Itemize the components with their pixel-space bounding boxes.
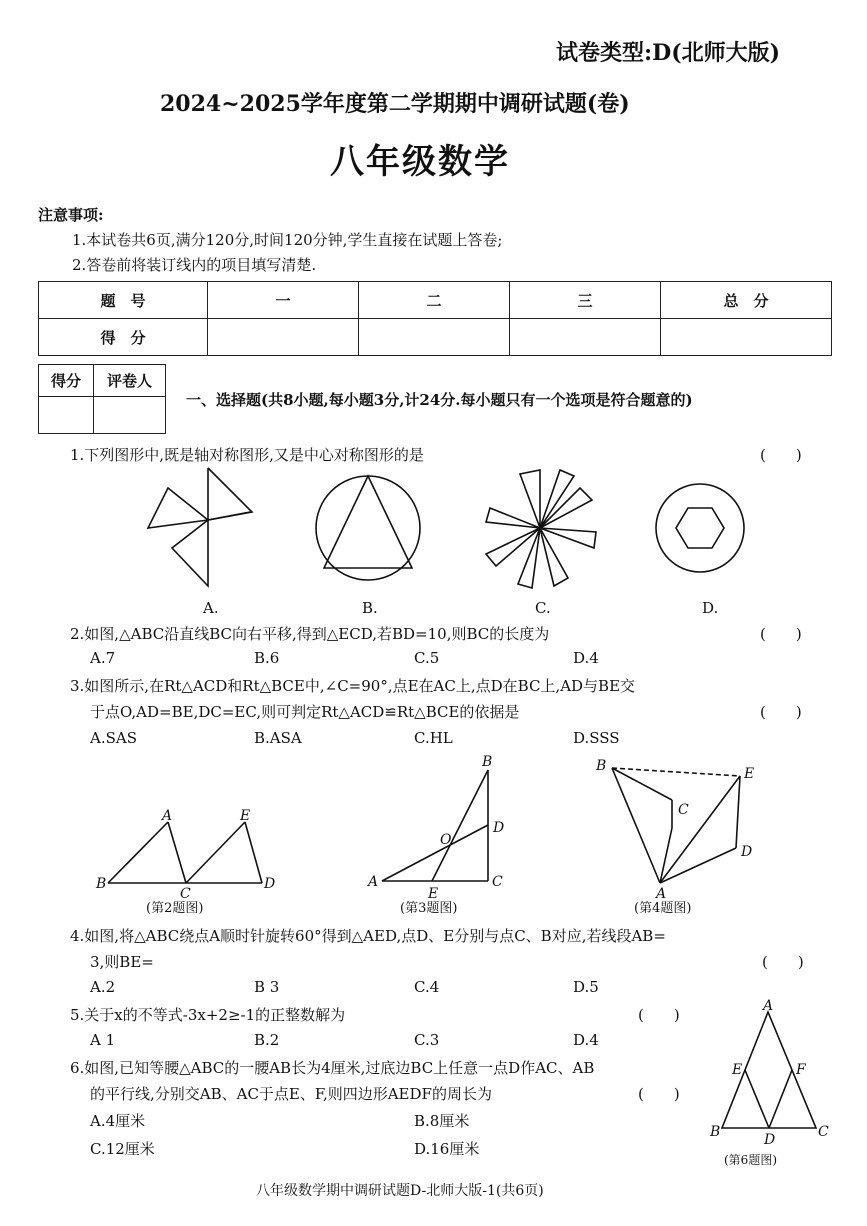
section1-heading: 一、选择题(共8小题,每小题3分,计24分.每小题只有一个选项是符合题意的) [186, 391, 693, 409]
fig6-caption: (第6题图) [724, 1153, 777, 1167]
grader-score-cell[interactable] [39, 397, 94, 434]
q3-stem-line2: 于点O,AD=BE,DC=EC,则可判定Rt△ACD≌Rt△BCE的依据是 [90, 703, 520, 721]
fig2-caption: (第2题图) [146, 901, 204, 916]
q5-option-b[interactable]: B.2 [254, 1031, 280, 1049]
fig6-diagram [700, 998, 840, 1173]
fig4-label-d: D [741, 844, 753, 860]
q4-stem-line1: 4.如图,将△ABC绕点A顺时针旋转60°得到△AED,点D、E分别与点C、B对应,若线段AB= [70, 927, 666, 945]
q4-option-a[interactable]: A.2 [90, 978, 116, 996]
fig2-diagram [108, 822, 262, 883]
q6-stem-line2: 的平行线,分别交AB、AC于点E、F,则四边形AEDF的周长为 [90, 1085, 492, 1103]
q5-option-a[interactable]: A 1 [90, 1031, 116, 1049]
q4-option-b[interactable]: B 3 [254, 978, 280, 996]
q6-option-b[interactable]: B.8厘米 [414, 1112, 470, 1130]
q4-answer-paren[interactable]: ( ) [762, 953, 804, 971]
score-cell[interactable] [208, 319, 359, 356]
fig3-label-b: B [482, 754, 493, 770]
q5-stem: 5.关于x的不等式-3x+2≥-1的正整数解为 [70, 1006, 346, 1024]
q4-option-d[interactable]: D.5 [573, 978, 599, 996]
q3-option-b[interactable]: B.ASA [254, 729, 302, 747]
score-table [38, 281, 832, 356]
q6-option-c[interactable]: C.12厘米 [90, 1140, 155, 1158]
score-table-row-label: 得 分 [39, 319, 208, 356]
fig6-label-d: D [764, 1132, 776, 1148]
q1-option-d[interactable]: D. [702, 599, 719, 617]
q1-figure-d [656, 484, 744, 572]
fig3-label-o: O [440, 832, 452, 848]
q2-option-b[interactable]: B.6 [254, 649, 280, 667]
fig3-label-d: D [493, 820, 505, 836]
q2-option-a[interactable]: A.7 [90, 649, 116, 667]
fig6-label-a: A [763, 998, 774, 1014]
score-cell[interactable] [359, 319, 510, 356]
fig2-label-b: B [96, 876, 107, 892]
fig4-label-b: B [596, 758, 607, 774]
grader-name-label: 评卷人 [94, 365, 166, 397]
q6-stem-line1: 6.如图,已知等腰△ABC的一腰AB长为4厘米,过底边BC上任意一点D作AC、AB [70, 1059, 595, 1077]
fig4-caption: (第4题图) [634, 901, 692, 916]
q1-figures [140, 460, 770, 620]
fig6-label-f: F [796, 1062, 806, 1078]
q1-figure-a [148, 468, 252, 586]
q1-option-b[interactable]: B. [362, 599, 378, 617]
notice-item-1: 1.本试卷共6页,满分120分,时间120分钟,学生直接在试题上答卷; [72, 231, 503, 249]
q1-stem: 1.下列图形中,既是轴对称图形,又是中心对称图形的是 [70, 446, 424, 464]
q1-option-a[interactable]: A. [203, 599, 219, 617]
subject-title: 八年级数学 [330, 142, 510, 182]
q3-answer-paren[interactable]: ( ) [760, 703, 802, 721]
notice-item-2: 2.答卷前将装订线内的项目填写清楚. [72, 256, 317, 274]
q1-figure-c [486, 470, 596, 588]
fig2-label-e: E [240, 808, 251, 824]
fig3-caption: (第3题图) [400, 901, 458, 916]
fig4-label-e: E [744, 766, 755, 782]
score-table-header: 题 号 [39, 282, 208, 319]
fig3-label-c: C [492, 874, 503, 890]
exam-title: 2024~2025学年度第二学期期中调研试题(卷) [160, 91, 630, 117]
q3-stem-line1: 3.如图所示,在Rt△ACD和Rt△BCE中,∠C=90°,点E在AC上,点D在BC上,AD与BE交 [70, 677, 636, 695]
score-cell[interactable] [661, 319, 832, 356]
q1-option-c[interactable]: C. [535, 599, 551, 617]
q6-option-a[interactable]: A.4厘米 [90, 1112, 146, 1130]
q4-stem-line2: 3,则BE= [90, 953, 154, 971]
figures-q2-q4 [0, 750, 867, 925]
score-table-header: 二 [359, 282, 510, 319]
q2-option-c[interactable]: C.5 [414, 649, 440, 667]
fig6-label-c: C [818, 1124, 829, 1140]
fig2-label-c: C [180, 886, 191, 902]
score-table-header: 三 [510, 282, 661, 319]
q5-option-d[interactable]: D.4 [573, 1031, 599, 1049]
fig2-label-d: D [264, 876, 276, 892]
q6-answer-paren[interactable]: ( ) [638, 1085, 680, 1103]
grader-box [38, 364, 166, 434]
fig3-label-a: A [368, 874, 379, 890]
q5-answer-paren[interactable]: ( ) [638, 1006, 680, 1024]
score-cell[interactable] [510, 319, 661, 356]
fig2-label-a: A [162, 808, 173, 824]
grader-score-label: 得分 [39, 365, 94, 397]
page-footer: 八年级数学期中调研试题D-北师大版-1(共6页) [256, 1183, 544, 1199]
q1-figure-b [316, 476, 420, 580]
fig3-label-e: E [428, 886, 439, 902]
fig6-label-e: E [732, 1062, 743, 1078]
score-table-header: 一 [208, 282, 359, 319]
fig6-label-b: B [710, 1124, 721, 1140]
fig3-diagram [382, 770, 488, 881]
q1-answer-paren[interactable]: ( ) [760, 446, 802, 464]
q2-option-d[interactable]: D.4 [573, 649, 599, 667]
q2-answer-paren[interactable]: ( ) [760, 625, 802, 643]
q3-option-a[interactable]: A.SAS [90, 729, 137, 747]
grader-name-cell[interactable] [94, 397, 166, 434]
q6-option-d[interactable]: D.16厘米 [414, 1140, 480, 1158]
q5-option-c[interactable]: C.3 [414, 1031, 440, 1049]
notice-heading: 注意事项: [38, 206, 104, 224]
fig4-diagram [612, 768, 740, 883]
fig4-label-c: C [678, 802, 689, 818]
score-table-header: 总 分 [661, 282, 832, 319]
fig4-label-a: A [656, 886, 667, 902]
q3-option-d[interactable]: D.SSS [573, 729, 620, 747]
q3-option-c[interactable]: C.HL [414, 729, 453, 747]
exam-type: 试卷类型:D(北师大版) [556, 40, 781, 66]
q2-stem: 2.如图,△ABC沿直线BC向右平移,得到△ECD,若BD=10,则BC的长度为 [70, 625, 550, 643]
q4-option-c[interactable]: C.4 [414, 978, 440, 996]
